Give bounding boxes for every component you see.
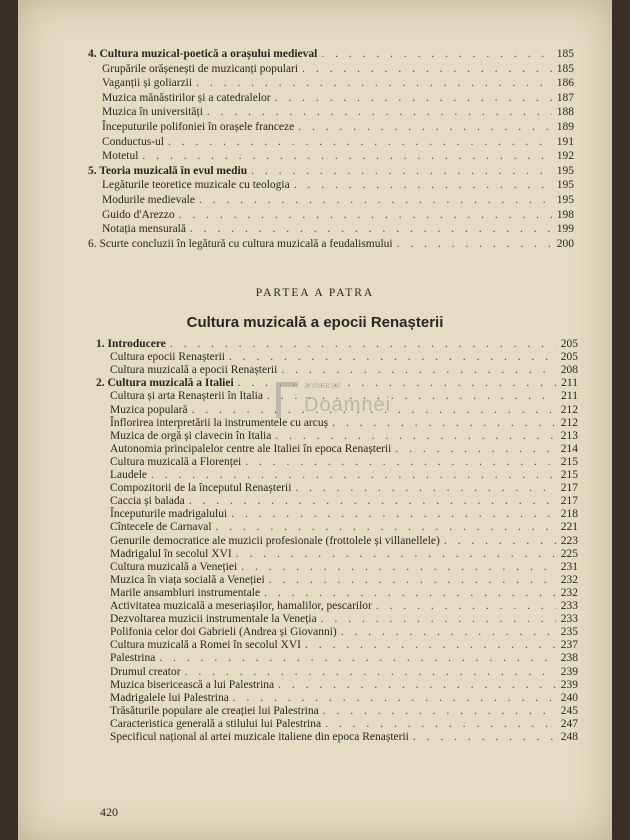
- toc-entry: [110, 679, 578, 692]
- toc-entry: [110, 666, 578, 679]
- toc-entry-page: 208: [560, 364, 578, 377]
- watermark-logo-icon: [276, 382, 298, 418]
- toc-entry-title: Autonomia principalelor centre ale Italiei în epoca Renașterii: [110, 442, 392, 455]
- toc-leader-dots: [236, 548, 556, 561]
- toc-leader-dots: [216, 521, 556, 534]
- toc-entry-title: Muzica în viața socială a Veneției: [110, 573, 265, 586]
- toc-entry: [110, 639, 578, 652]
- toc-entry-page: 225: [560, 547, 578, 560]
- toc-entry-page: 187: [556, 91, 574, 104]
- toc-entry: [110, 456, 578, 469]
- toc-leader-dots: [444, 535, 556, 548]
- toc-leader-dots: [142, 150, 552, 163]
- toc-entry-title: Cultura și arta Renașterii în Italia: [110, 390, 263, 403]
- toc-entry-page: 198: [556, 208, 574, 221]
- toc-entry-page: 245: [560, 704, 578, 717]
- toc-entry-title: Madrigalele lui Palestrina: [110, 691, 229, 704]
- toc-entry-page: 192: [556, 150, 574, 163]
- toc-entry-page: 195: [556, 164, 574, 177]
- toc-entry: [110, 718, 578, 731]
- toc-entry-page: 189: [556, 121, 574, 133]
- toc-leader-dots: [397, 238, 552, 251]
- toc-entry-title: Laudele: [110, 469, 148, 481]
- toc-entry: [102, 136, 574, 149]
- toc-entry: [110, 574, 578, 587]
- toc-entry: [102, 223, 574, 236]
- toc-entry-title: Trăsăturile populare ale creației lui Palestrina: [110, 704, 319, 717]
- toc-entry-page: 239: [560, 665, 578, 678]
- book-page: [18, 0, 612, 840]
- toc-leader-dots: [341, 626, 556, 639]
- toc-entry: [110, 495, 578, 508]
- toc-leader-dots: [321, 613, 556, 626]
- toc-entry-title: Începuturile polifoniei în orașele franceze: [102, 121, 295, 133]
- toc-entry-title: Grupările orășenești de muzicanți populari: [102, 62, 299, 75]
- toc-entry-page: 231: [560, 560, 578, 573]
- toc-entry-page: 214: [560, 442, 578, 455]
- toc-entry-title: Muzica de orgă și clavecin în Italia: [110, 429, 272, 442]
- toc-leader-dots: [269, 574, 556, 587]
- toc-entry: [102, 77, 574, 90]
- toc-entry-page: 205: [560, 351, 578, 364]
- toc-entry-page: 217: [560, 495, 578, 508]
- toc-entry-title: 1. Introducere: [96, 338, 166, 350]
- toc-entry-title: Madrigalul în secolul XVI: [110, 547, 232, 560]
- toc-entry: [102, 179, 574, 192]
- toc-entry-title: Cultura muzicală a Florenței: [110, 455, 242, 468]
- toc-entry-page: 233: [560, 600, 578, 612]
- toc-entry-title: Caccia și balada: [110, 495, 185, 508]
- toc-entry-title: Compozitorii de la începutul Renașterii: [110, 482, 292, 495]
- toc-leader-dots: [251, 165, 552, 178]
- toc-entry-page: 232: [560, 573, 578, 586]
- toc-leader-dots: [185, 666, 556, 679]
- toc-entry: [110, 430, 578, 443]
- toc-entry: [110, 482, 578, 495]
- toc-entry-page: 186: [556, 77, 574, 90]
- toc-leader-dots: [233, 692, 556, 705]
- toc-entry: [110, 587, 578, 600]
- toc-leader-dots: [241, 561, 556, 574]
- toc-leader-dots: [159, 652, 556, 665]
- toc-entry-title: Modurile medievale: [102, 194, 195, 206]
- toc-entry-page: 240: [560, 691, 578, 704]
- toc-entry: [110, 521, 578, 534]
- toc-entry-title: Cultura muzicală a Romei în secolul XVI: [110, 639, 301, 652]
- toc-leader-dots: [376, 600, 556, 613]
- toc-leader-dots: [190, 223, 552, 236]
- toc-entry: [110, 443, 578, 456]
- toc-leader-dots: [245, 456, 556, 469]
- toc-leader-dots: [302, 63, 552, 76]
- toc-leader-dots: [325, 718, 556, 731]
- toc-entry-page: 211: [561, 377, 578, 390]
- toc-entry-title: Marile ansambluri instrumentale: [110, 586, 261, 599]
- toc-entry-page: 212: [560, 416, 578, 429]
- toc-entry-title: 5. Teoria muzicală în evul mediu: [88, 164, 248, 177]
- toc-entry: [110, 535, 578, 548]
- toc-leader-dots: [323, 705, 556, 718]
- toc-entry: [102, 150, 574, 163]
- toc-entry: [102, 121, 574, 134]
- toc-entry-title: Înflorirea interpretării la instrumentele cu arcuș: [110, 416, 329, 429]
- toc-entry-title: Legăturile teoretice muzicale cu teologia: [102, 179, 290, 192]
- toc-entry: [102, 209, 574, 222]
- toc-entry-title: Cultura muzicală a Veneției: [110, 560, 238, 573]
- toc-entry: [102, 106, 574, 119]
- toc-leader-dots: [189, 495, 556, 508]
- toc-entry-page: 215: [560, 455, 578, 468]
- toc-entry-title: Polifonia celor doi Gabrieli (Andrea și Giovanni): [110, 626, 337, 639]
- toc-entry-title: 2. Cultura muzicală a Italiei: [96, 377, 234, 390]
- toc-leader-dots: [395, 443, 556, 456]
- toc-entry-page: 205: [560, 338, 578, 350]
- toc-entry: [96, 338, 578, 351]
- part-title: Cultura muzicală a epocii Renașterii: [186, 314, 444, 331]
- toc-entry: [110, 351, 578, 364]
- toc-leader-dots: [278, 679, 556, 692]
- toc-entry: [110, 469, 578, 482]
- toc-entry-page: 188: [556, 106, 574, 119]
- toc-entry-page: 217: [560, 482, 578, 495]
- toc-entry: [110, 731, 578, 744]
- toc-entry-title: Guido d'Arezzo: [102, 208, 175, 221]
- toc-leader-dots: [170, 338, 556, 351]
- toc-leader-dots: [294, 179, 552, 192]
- toc-entry-page: 185: [556, 62, 574, 75]
- toc-entry: [88, 238, 574, 251]
- toc-leader-dots: [295, 482, 556, 495]
- toc-entry-title: Muzica în universități: [102, 106, 203, 119]
- toc-leader-dots: [179, 209, 552, 222]
- toc-entry: [110, 652, 578, 665]
- toc-entry-title: Cultura muzicală a epocii Renașterii: [110, 364, 278, 377]
- toc-leader-dots: [199, 194, 552, 207]
- toc-entry-title: Cultura epocii Renașterii: [110, 351, 225, 364]
- toc-entry-title: 4. Cultura muzical-poetică a orașului medieval: [88, 48, 318, 60]
- toc-entry-page: 221: [560, 521, 578, 534]
- toc-entry-title: Începuturile madrigalului: [110, 508, 228, 521]
- toc-entry-title: 6. Scurte concluzii în legătură cu cultura muzicală a feudalismului: [88, 237, 393, 250]
- toc-entry: [102, 63, 574, 76]
- toc-entry-title: Conductus-ul: [102, 135, 164, 148]
- watermark-big-text: Doamnei: [304, 394, 392, 416]
- toc-entry-page: 199: [556, 223, 574, 236]
- toc-entry-page: 195: [556, 194, 574, 206]
- toc-entry: [102, 194, 574, 207]
- toc-entry: [110, 692, 578, 705]
- toc-leader-dots: [151, 469, 556, 482]
- toc-entry: [110, 364, 578, 377]
- toc-leader-dots: [281, 364, 556, 377]
- toc-entry-page: 235: [560, 626, 578, 639]
- toc-entry-page: 232: [560, 586, 578, 599]
- toc-entry-page: 212: [560, 403, 578, 416]
- toc-entry-title: Motetul: [102, 150, 139, 163]
- toc-entry-title: Notația mensurală: [102, 223, 186, 236]
- toc-leader-dots: [275, 430, 556, 443]
- toc-leader-dots: [196, 77, 552, 90]
- toc-entry-title: Specificul național al artei muzicale italiene din epoca Renașterii: [110, 731, 409, 743]
- toc-entry-page: 237: [560, 639, 578, 652]
- toc-entry-page: 247: [560, 717, 578, 730]
- toc-entry: [110, 508, 578, 521]
- toc-entry-title: Genurile democratice ale muzicii profesionale (frottolele și villanellele): [110, 534, 440, 547]
- toc-leader-dots: [264, 587, 556, 600]
- toc-entry-title: Drumul creator: [110, 665, 181, 678]
- toc-entry: [88, 165, 574, 178]
- toc-entry-title: Vaganții și goliarzii: [102, 77, 193, 90]
- toc-entry-page: 218: [560, 508, 578, 521]
- toc-entry-title: Palestrina: [110, 652, 156, 665]
- toc-leader-dots: [298, 121, 552, 134]
- toc-entry: [110, 626, 578, 639]
- toc-entry-title: Cîntecele de Carnaval: [110, 521, 212, 534]
- toc-entry-title: Muzica mănăstirilor și a catedralelor: [102, 91, 271, 104]
- toc-entry-page: 213: [560, 429, 578, 442]
- toc-entry-page: 191: [556, 135, 574, 148]
- toc-entry-page: 248: [560, 731, 578, 743]
- toc-leader-dots: [305, 639, 556, 652]
- toc-entry-title: Activitatea muzicală a meseriașilor, hamalilor, pescarilor: [110, 600, 372, 612]
- toc-entry-page: 211: [561, 390, 578, 403]
- page-number: 420: [100, 805, 118, 819]
- toc-entry: [110, 613, 578, 626]
- toc-entry-page: 223: [560, 534, 578, 547]
- toc-leader-dots: [168, 136, 552, 149]
- toc-entry-title: Dezvoltarea muzicii instrumentale la Veneția: [110, 613, 317, 626]
- toc-leader-dots: [229, 351, 556, 364]
- toc-entry-page: 239: [560, 678, 578, 691]
- watermark: [276, 378, 426, 428]
- toc-leader-dots: [275, 92, 552, 105]
- toc-entry-title: Muzica populară: [110, 403, 188, 416]
- toc-entry: [88, 48, 574, 61]
- part-heading: PARTEA A PATRA: [255, 287, 375, 299]
- toc-leader-dots: [321, 48, 552, 61]
- toc-entry-page: 233: [560, 613, 578, 626]
- toc-entry-page: 215: [560, 469, 578, 481]
- toc-entry: [102, 92, 574, 105]
- toc-entry: [110, 705, 578, 718]
- toc-entry-page: 185: [556, 48, 574, 60]
- toc-leader-dots: [231, 508, 556, 521]
- toc-entry: [110, 561, 578, 574]
- toc-entry: [110, 548, 578, 561]
- toc-entry-page: 238: [560, 652, 578, 665]
- toc-leader-dots: [207, 106, 552, 119]
- toc-entry-title: Muzica bisericească a lui Palestrina: [110, 678, 275, 691]
- toc-entry: [110, 600, 578, 613]
- toc-entry-page: 195: [556, 179, 574, 192]
- toc-entry-title: Caracteristica generală a stilului lui Palestrina: [110, 717, 322, 730]
- toc-entry-page: 200: [556, 237, 574, 250]
- watermark-small-text: anticariat: [304, 380, 341, 390]
- toc-leader-dots: [413, 731, 556, 744]
